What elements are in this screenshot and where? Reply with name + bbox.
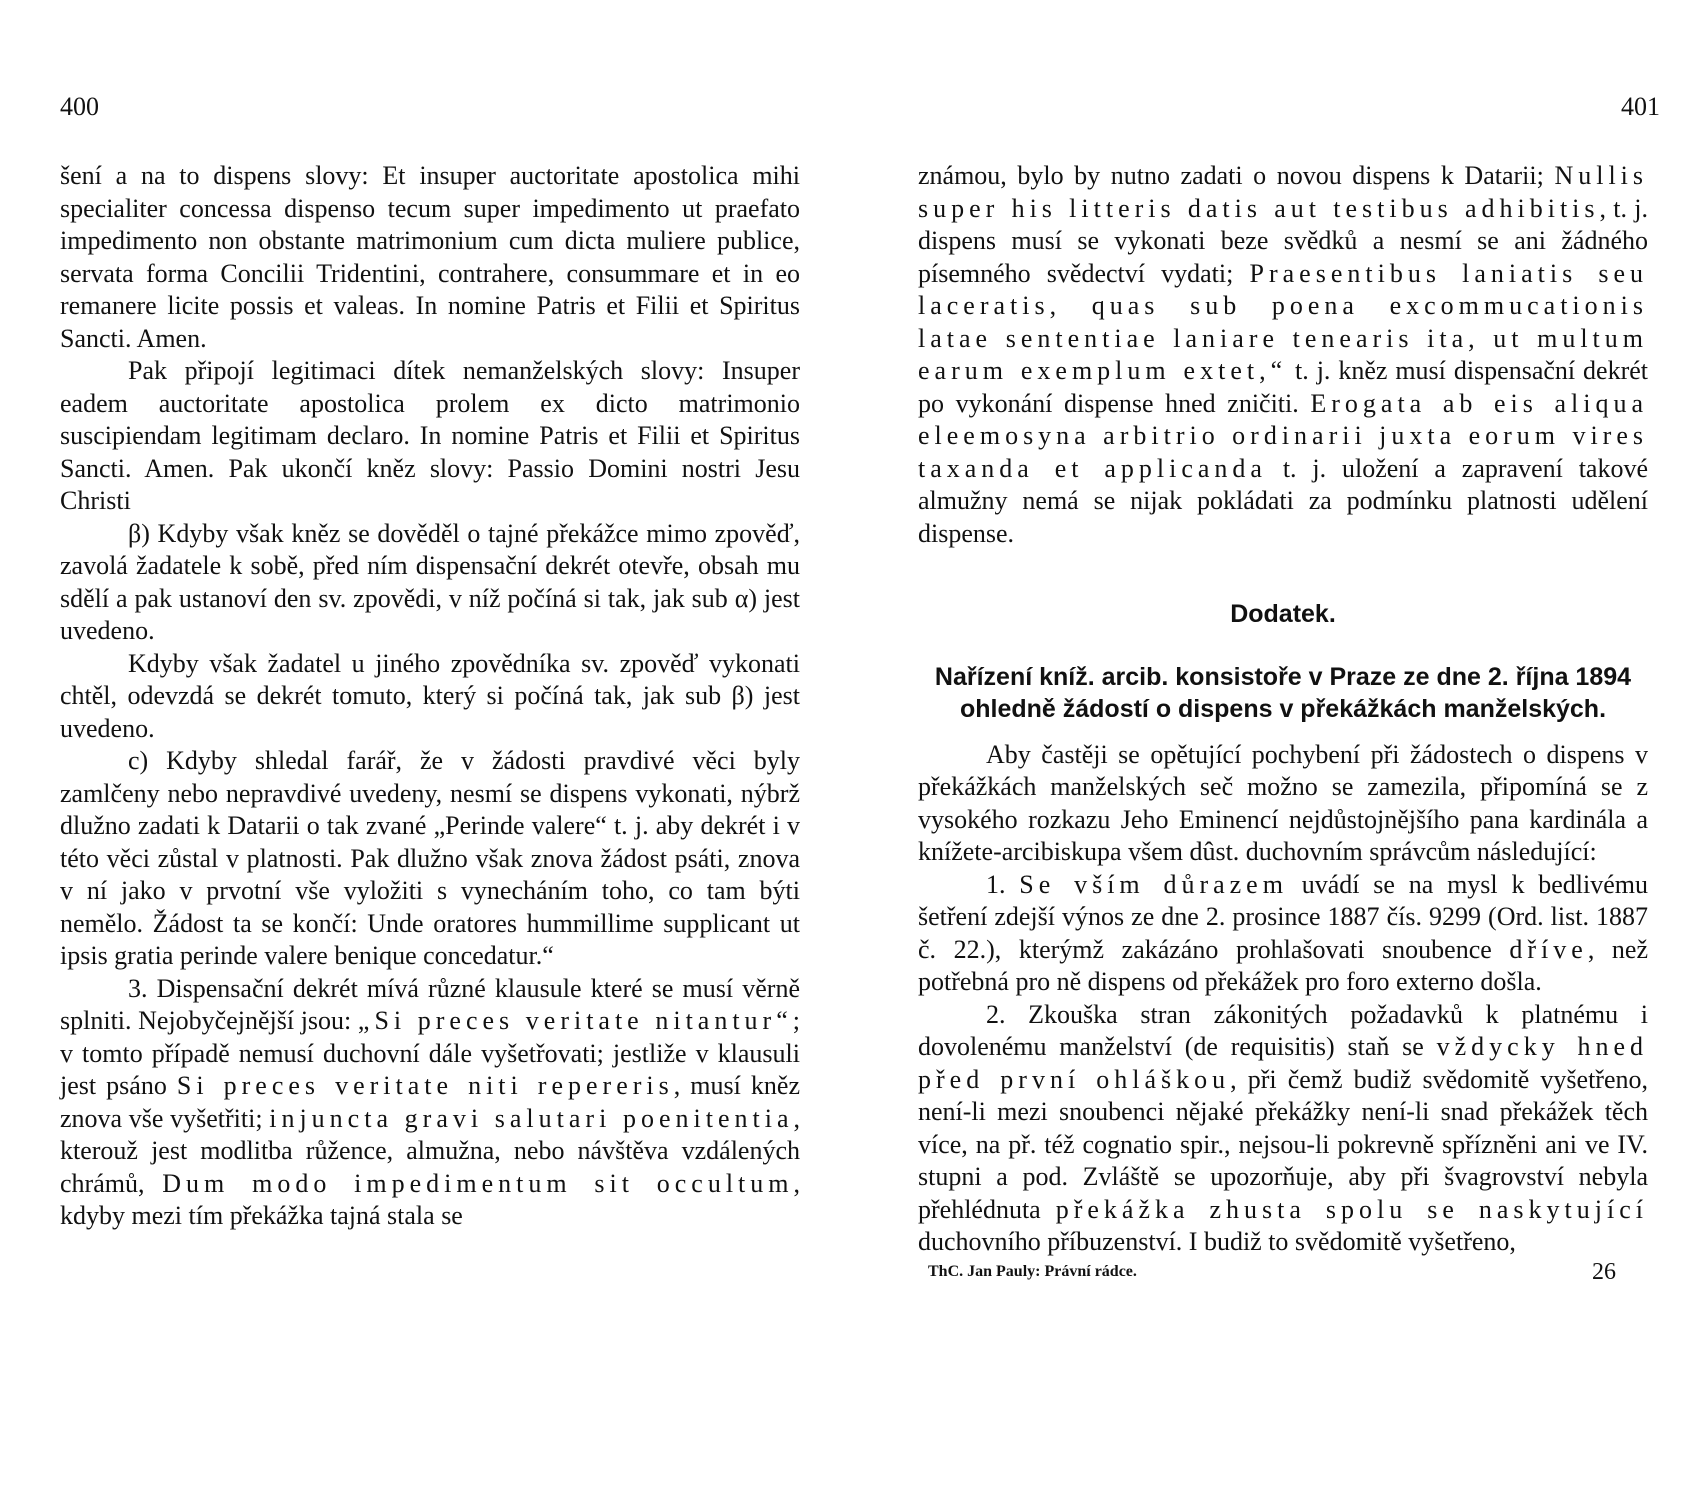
page-footer (918, 1258, 1648, 1285)
paragraph: šení a na to dispens slovy: Et insuper auctoritate apostolica mihi specialiter concessa dispenso tecum super impedimento ut praefato impedimento non obstante matrimonium cum dicta muliere publice, servata forma Concilii Tridentini, contrahere, consummare et in eo remanere licite possis et valeas. In nomine Patris et Filii et Spiritus Sancti. Amen. (60, 161, 800, 353)
section-heading: Dodatek. (1230, 600, 1336, 628)
sheet-number: 26 (1592, 1258, 1616, 1285)
paragraph: 3. Dispensační dekrét mívá různé klausule které se musí věrně splniti. Nejobyčejnější jsou: „Si preces veritate nitantur“; v tomto případě nemusí duchovní dále vyšetřovati; jestliže v klausuli jest psáno Si preces veritate niti repereris, musí kněz znova vše vyšetřiti; injuncta gravi salutari poenitentia, kterouž jest modlitba růžence, almužna, nebo návštěva vzdálených chrámů, Dum modo impedimentum sit occultum, kdyby mezi tím překážka tajná stala se (60, 973, 801, 1230)
right-page-body (918, 160, 1648, 1283)
footer-signature: ThC. Jan Pauly: Právní rádce. (928, 1262, 1137, 1280)
emphasis: Se vším důrazem (1019, 869, 1288, 899)
decree-title: Nařízení kníž. arcib. konsistoře v Praze ze dne 2. října 1894 ohledně žádostí o dispens v překážkách manželských. (934, 662, 1632, 723)
latin-clause: Dum modo impedimentum sit occultum (162, 1168, 794, 1198)
paragraph: známou, bylo by nutno zadati o novou dispens k Datarii; Nullis super his litteris datis aut testibus adhibitis, t. j. dispens musí se vykonati beze svědků a nesmí se ani žádného písemného svědectví vydati; Praesentibus laniatis seu laceratis, quas sub poena excommucationis latae sententiae laniare tenearis ita, ut multum earum exemplum extet,“ t. j. kněz musí dispensační dekrét po vykonání dispense hned zničiti. Erogata ab eis aliqua eleemosyna arbitrio ordinarii juxta eorum vires taxanda et applicanda t. j. uložení a zapravení takové almužny nemá se nijak pokládati za podmínku platnosti udělení dispense. (918, 161, 1649, 548)
left-page-body (60, 160, 800, 1233)
paragraph: 1. Se vším důrazem uvádí se na mysl k bedlivému šetření zdejší výnos ze dne 2. prosince 1887 čís. 9299 (Ord. list. 1887 č. 22.), kterýmž zakázáno prohlašovati snoubence dříve, než potřebná pro ně dispens od překážek pro foro externo došla. (918, 869, 1648, 996)
latin-clause: Nullis super his litteris datis aut testibus adhibitis (918, 161, 1649, 223)
paragraph: 2. Zkouška stran zákonitých požadavků k platnému i dovolenému manželství (de requisitis) staň se vždycky hned před první ohláškou, při čemž budiž svědomitě vyšetřeno, není-li mezi snoubenci nějaké překážky není-li snad překážek těch více, na př. též cognatio spir., nejsou-li pokrevně spřízněni ani ve IV. stupni a pod. Zvláště se upozorňuje, aby při švagrovství nebyla přehlédnuta překážka zhusta spolu se naskytující duchovního příbuzenství. I budiž to svědomitě vyšetřeno, (918, 999, 1649, 1256)
latin-clause: injuncta gravi salutari poenitentia (269, 1103, 794, 1133)
page-number-right: 401 (1621, 92, 1660, 121)
latin-clause: Si preces veritate niti repereris (176, 1071, 674, 1100)
paragraph: c) Kdyby shledal farář, že v žádosti pravdivé věci byly zamlčeny nebo nepravdivé uvedeny, nesmí se dispens vykonati, nýbrž dlužno zadati k Datarii o tak zvané „Perinde valere“ t. j. aby dekrét i v této věci zůstal v platnosti. Pak dlužno však znova žádost psáti, znova v ní jako v prvotní vše vyložiti s vynecháním toho, co tam býti nemělo. Žádost ta se končí: Unde oratores hummillime supplicant ut ipsis gratia perinde valere benique concedatur.“ (60, 746, 800, 970)
latin-clause: Praesentibus laniatis seu laceratis, quas sub poena excommucationis latae sententiae laniare tenearis ita, ut multum earum exemplum extet,“ (918, 258, 1648, 385)
page-number-left: 400 (60, 92, 99, 121)
paragraph: Pak připojí legitimaci dítek nemanželských slovy: Insuper eadem auctoritate apostolica prolem ex dicto matrimonio suscipiendam legitimam declaro. In nomine Patris et Filii et Spiritus Sancti. Amen. Pak ukončí kněz slovy: Passio Domini nostri Jesu Christi (60, 356, 800, 515)
latin-clause: Erogata ab eis aliqua eleemosyna arbitrio ordinarii juxta eorum vires taxanda et applicanda (918, 388, 1648, 483)
latin-clause: „Si preces veritate nitantur“ (357, 1006, 793, 1035)
emphasis: překážka zhusta spolu se naskytující (1055, 1194, 1648, 1224)
paragraph: β) Kdyby však kněz se dověděl o tajné překážce mimo zpověď, zavolá žadatele k sobě, před ním dispensační dekrét otevře, obsah mu sdělí a pak ustanoví den sv. zpovědi, v níž počíná si tak, jak sub α) jest uvedeno. (60, 518, 800, 645)
emphasis: vždycky hned před první ohláškou (918, 1032, 1649, 1094)
paragraph: Kdyby však žadatel u jiného zpovědníka sv. zpověď vykonati chtěl, odevzdá se dekrét tomuto, který si počíná tak, jak sub β) jest uvedeno. (60, 648, 800, 743)
paragraph: Aby častěji se opětující pochybení při žádostech o dispens v překážkách manželských seč možno se zamezila, připomíná se z vysokého rozkazu Jeho Eminencí nejdůstojnějšího pana kardinála a knížete-arcibiskupa všem dûst. duchovním správcům následující: (918, 739, 1648, 866)
emphasis: dříve (1509, 934, 1588, 964)
